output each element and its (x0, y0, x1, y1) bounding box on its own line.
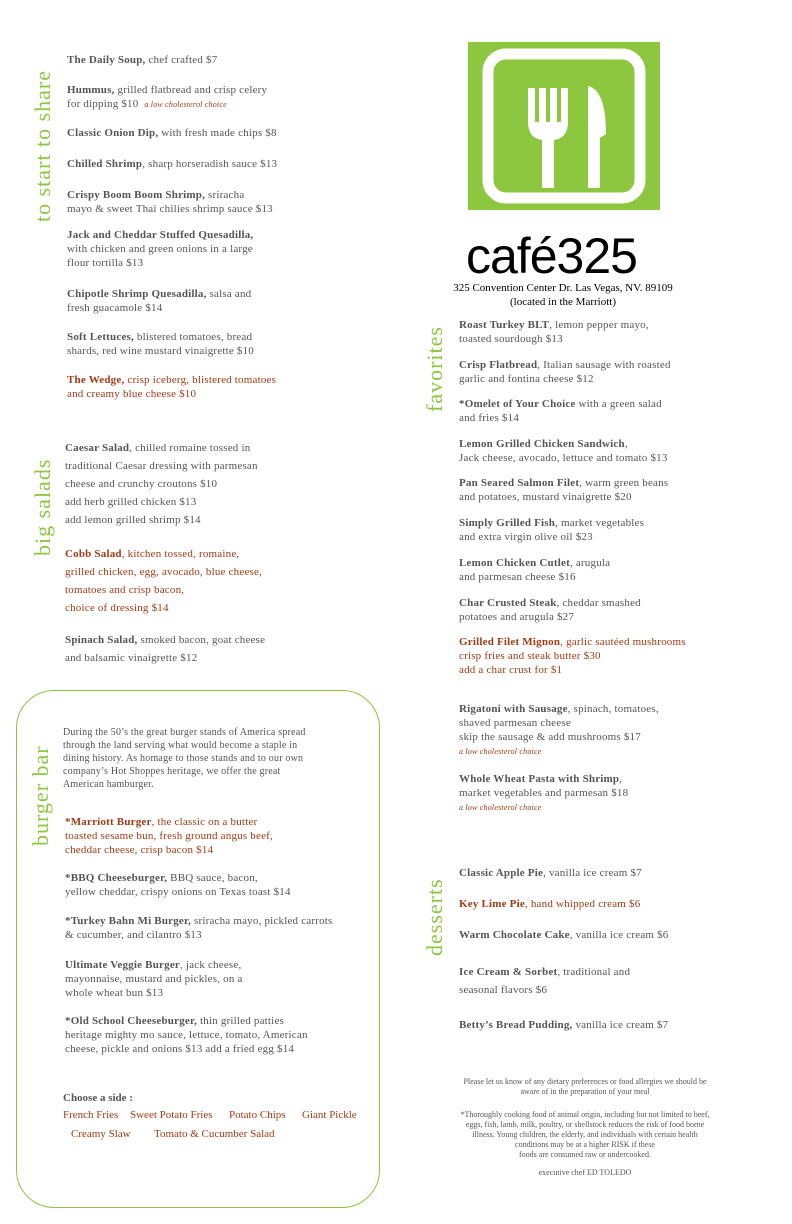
allergy-notice (420, 1077, 750, 1097)
item-name: Classic Onion Dip, (67, 127, 159, 139)
intro-line: company’s Hot Shoppes heritage, we offer the great (63, 766, 281, 777)
intro-line: During the 50’s the great burger stands of America spread (63, 727, 306, 738)
item-name: Simply Grilled Fish (459, 517, 556, 529)
warning-line: illness. Young children, the elderly, and individuals with certain health (472, 1130, 698, 1139)
item-desc: , garlic sautéed mushrooms (560, 636, 686, 648)
item-desc: with chicken and green onions in a large (67, 243, 253, 255)
address (418, 281, 708, 309)
item-desc: add herb grilled chicken $13 (65, 496, 197, 508)
item-desc: and potatoes, mustard vinaigrette $20 (459, 491, 632, 503)
item-desc: , (619, 773, 623, 785)
side-option: French Fries (63, 1109, 119, 1121)
item-desc: , traditional and (557, 966, 631, 978)
menu-item (459, 702, 659, 759)
item-desc: with a green salad (575, 398, 662, 410)
section-title-desserts: desserts (422, 878, 447, 956)
item-desc: , arugula (569, 557, 611, 569)
item-desc: heritage mighty mo sauce, lettuce, tomato, American (65, 1029, 308, 1041)
menu-item (459, 358, 671, 386)
item-name: Warm Chocolate Cake (459, 929, 570, 941)
item-desc: , hand whipped cream $6 (524, 898, 641, 910)
menu-item (459, 556, 610, 584)
item-desc: add lemon grilled shrimp $14 (65, 514, 201, 526)
menu-item (459, 928, 669, 942)
item-desc: vanilla ice cream $7 (572, 1019, 669, 1031)
item-desc: garlic and fontina cheese $12 (459, 373, 594, 385)
warning-line: foods are consumed raw or undercooked. (519, 1150, 651, 1159)
item-desc: , Italian sausage with roasted (537, 359, 671, 371)
item-name: Char Crusted Steak (459, 597, 557, 609)
low-cholesterol-note: a low cholesterol choice (459, 747, 542, 756)
item-desc: skip the sausage & add mushrooms $17 (459, 731, 641, 743)
item-desc: , cheddar smashed (556, 597, 641, 609)
side-option: Creamy Slaw (71, 1128, 131, 1140)
item-name: The Wedge, (67, 374, 125, 386)
item-desc: potatoes and arugula $27 (459, 611, 575, 623)
item-name: Betty’s Bread Pudding, (459, 1019, 573, 1031)
section-title-burger: burger bar (28, 745, 53, 846)
item-desc: , vanilla ice cream $6 (569, 929, 669, 941)
item-name: *Turkey Bahn Mi Burger, (65, 915, 192, 927)
item-desc: grilled flatbread and crisp celery (114, 84, 268, 96)
item-name: *Marriott Burger (65, 816, 152, 828)
item-desc: market vegetables and parmesan $18 (459, 787, 629, 799)
item-desc: fresh guacamole $14 (67, 302, 163, 314)
item-desc: salsa and (206, 288, 252, 300)
item-desc: shaved parmesan cheese (459, 717, 571, 729)
item-desc: , sharp horseradish sauce $13 (142, 158, 278, 170)
item-desc: whole wheat bun $13 (65, 987, 164, 999)
item-desc: Jack cheese, avocado, lettuce and tomato $13 (459, 452, 668, 464)
menu-item (67, 53, 217, 67)
menu-item (67, 83, 267, 112)
menu-item (67, 157, 277, 171)
item-desc: with fresh made chips $8 (158, 127, 277, 139)
item-desc: sriracha mayo, pickled carrots (191, 915, 333, 927)
allergy-line: aware of in the preparation of your meal (520, 1087, 650, 1096)
item-name: Spinach Salad, (65, 634, 138, 646)
sides-label: Choose a side : (63, 1092, 133, 1104)
item-desc: , lemon pepper mayo, (549, 319, 649, 331)
low-cholesterol-note: a low cholesterol choice (144, 100, 227, 109)
item-desc: , the classic on a butter (151, 816, 258, 828)
item-desc: , market vegetables (555, 517, 645, 529)
item-name: Pan Seared Salmon Filet (459, 477, 580, 489)
item-desc: cheese and crunchy croutons $10 (65, 478, 218, 490)
item-desc: cheddar cheese, crisp bacon $14 (65, 844, 214, 856)
item-name: Jack and Cheddar Stuffed Quesadilla, (67, 229, 254, 241)
side-option: Potato Chips (229, 1109, 286, 1121)
item-desc: , kitchen tossed, romaine, (121, 548, 240, 560)
menu-item-featured (65, 815, 273, 857)
item-desc: toasted sesame bun, fresh ground angus beef, (65, 830, 273, 842)
item-desc: crisp fries and steak butter $30 (459, 650, 601, 662)
menu-item (67, 287, 251, 315)
item-name: Caesar Salad (65, 442, 130, 454)
item-name: Lemon Grilled Chicken Sandwich (459, 438, 625, 450)
section-title-salads: big salads (30, 458, 55, 556)
menu-item (65, 914, 333, 942)
menu-item (459, 476, 668, 504)
item-desc: , (624, 438, 628, 450)
item-desc: and creamy blue cheese $10 (67, 388, 197, 400)
item-desc: , vanilla ice cream $7 (543, 867, 642, 879)
section-title-start: to start to share (30, 69, 55, 222)
menu-item (459, 397, 662, 425)
item-desc: traditional Caesar dressing with parmesan (65, 460, 258, 472)
menu-item-featured (459, 635, 686, 677)
executive-chef: executive chef ED TOLEDO (538, 1168, 632, 1177)
warning-line: conditions may be at a higher RISK if these (515, 1140, 655, 1149)
item-name: Soft Lettuces, (67, 331, 134, 343)
item-desc: flour tortilla $13 (67, 257, 144, 269)
menu-item-featured (65, 545, 262, 617)
menu-item (67, 228, 253, 270)
brand-name: café325 (466, 228, 637, 284)
item-desc: and parmesan cheese $16 (459, 571, 576, 583)
warning-line: eggs, fish, lamb, milk, poultry, or shellstock reduces the risk of food borne (465, 1120, 705, 1129)
menu-item (459, 516, 644, 544)
low-cholesterol-note: a low cholesterol choice (459, 803, 542, 812)
item-desc: thin grilled patties (197, 1015, 285, 1027)
item-desc: & cucumber, and cilantro $13 (65, 929, 202, 941)
menu-item (459, 1018, 668, 1032)
item-name: Roast Turkey BLT (459, 319, 550, 331)
item-name: Grilled Filet Mignon (459, 636, 561, 648)
menu-item (459, 318, 649, 346)
item-desc: mayo & sweet Thai chilies shrimp sauce $13 (67, 203, 273, 215)
item-name: *Old School Cheeseburger, (65, 1015, 198, 1027)
item-desc: and extra virgin olive oil $23 (459, 531, 593, 543)
item-desc: crisp iceberg, blistered tomatoes (124, 374, 277, 386)
menu-item (459, 437, 668, 465)
item-name: Crisp Flatbread (459, 359, 538, 371)
item-name: Key Lime Pie (459, 898, 525, 910)
intro-line: dining history. As homage to those stands and to our own (63, 753, 304, 764)
item-desc: sriracha (205, 189, 245, 201)
side-option: Tomato & Cucumber Salad (154, 1128, 275, 1140)
item-desc: yellow cheddar, crispy onions on Texas toast $14 (65, 886, 291, 898)
burger-intro (63, 726, 306, 791)
menu-item (67, 126, 277, 140)
item-name: Crispy Boom Boom Shrimp, (67, 189, 206, 201)
menu-item (65, 631, 265, 667)
item-name: Ultimate Veggie Burger (65, 959, 180, 971)
menu-item (459, 866, 642, 880)
allergy-line: Please let us know of any dietary preferences or food allergies we should be (463, 1077, 707, 1086)
item-desc: chef crafted $7 (145, 54, 218, 66)
item-name: Ice Cream & Sorbet (459, 966, 558, 978)
intro-line: American hamburger. (63, 779, 154, 790)
item-desc: add a char crust for $1 (459, 664, 563, 676)
fork-and-knife-icon (468, 42, 660, 210)
menu-item (67, 188, 273, 216)
item-desc: , warm green beans (579, 477, 669, 489)
item-desc: and fries $14 (459, 412, 520, 424)
item-desc: toasted sourdough $13 (459, 333, 563, 345)
item-desc: choice of dressing $14 (65, 602, 169, 614)
side-option: Sweet Potato Fries (130, 1109, 213, 1121)
item-name: Chilled Shrimp (67, 158, 143, 170)
item-desc: and balsamic vinaigrette $12 (65, 652, 198, 664)
intro-line: through the land serving what would become a staple in (63, 740, 298, 751)
item-name: The Daily Soup, (67, 54, 146, 66)
address-line-1: 325 Convention Center Dr. Las Vegas, NV. 89109 (453, 282, 673, 294)
warning-line: *Thoroughly cooking food of animal origin, including but not limited to beef, (460, 1110, 710, 1119)
item-name: Lemon Chicken Cutlet (459, 557, 570, 569)
item-desc: cheese, pickle and onions $13 add a fried egg $14 (65, 1043, 295, 1055)
menu-item (67, 330, 254, 358)
item-desc: , jack cheese, (180, 959, 242, 971)
item-desc: , chilled romaine tossed in (129, 442, 251, 454)
menu-item (65, 958, 243, 1000)
menu-item (65, 439, 258, 529)
item-desc: shards, red wine mustard vinaigrette $10 (67, 345, 255, 357)
item-name: Classic Apple Pie (459, 867, 544, 879)
item-desc: blistered tomatoes, bread (133, 331, 253, 343)
menu-item (65, 871, 291, 899)
item-name: Chipotle Shrimp Quesadilla, (67, 288, 207, 300)
item-name: *BBQ Cheeseburger, (65, 872, 168, 884)
item-desc: BBQ sauce, bacon, (167, 872, 258, 884)
menu-item-featured (67, 373, 276, 401)
item-name: Cobb Salad (65, 548, 122, 560)
item-name: Hummus, (67, 84, 115, 96)
address-line-2: (located in the Marriott) (510, 296, 616, 308)
menu-item (459, 596, 641, 624)
item-desc: , spinach, tomatoes, (567, 703, 659, 715)
item-desc: for dipping $10 (67, 98, 139, 110)
logo (468, 42, 660, 210)
item-name: Rigatoni with Sausage (459, 703, 568, 715)
section-title-favorites: favorites (422, 326, 447, 412)
side-option: Giant Pickle (302, 1109, 357, 1121)
item-name: *Omelet of Your Choice (459, 398, 576, 410)
item-name: Whole Wheat Pasta with Shrimp (459, 773, 620, 785)
item-desc: grilled chicken, egg, avocado, blue cheese, (65, 566, 263, 578)
menu-item (459, 963, 630, 999)
item-desc: seasonal flavors $6 (459, 984, 548, 996)
food-safety-warning (420, 1110, 750, 1160)
menu-item (65, 1014, 308, 1056)
item-desc: tomatoes and crisp bacon, (65, 584, 185, 596)
item-desc: mayonnaise, mustard and pickles, on a (65, 973, 243, 985)
menu-item (459, 772, 628, 815)
item-desc: smoked bacon, goat cheese (137, 634, 266, 646)
menu-item-featured (459, 897, 640, 911)
